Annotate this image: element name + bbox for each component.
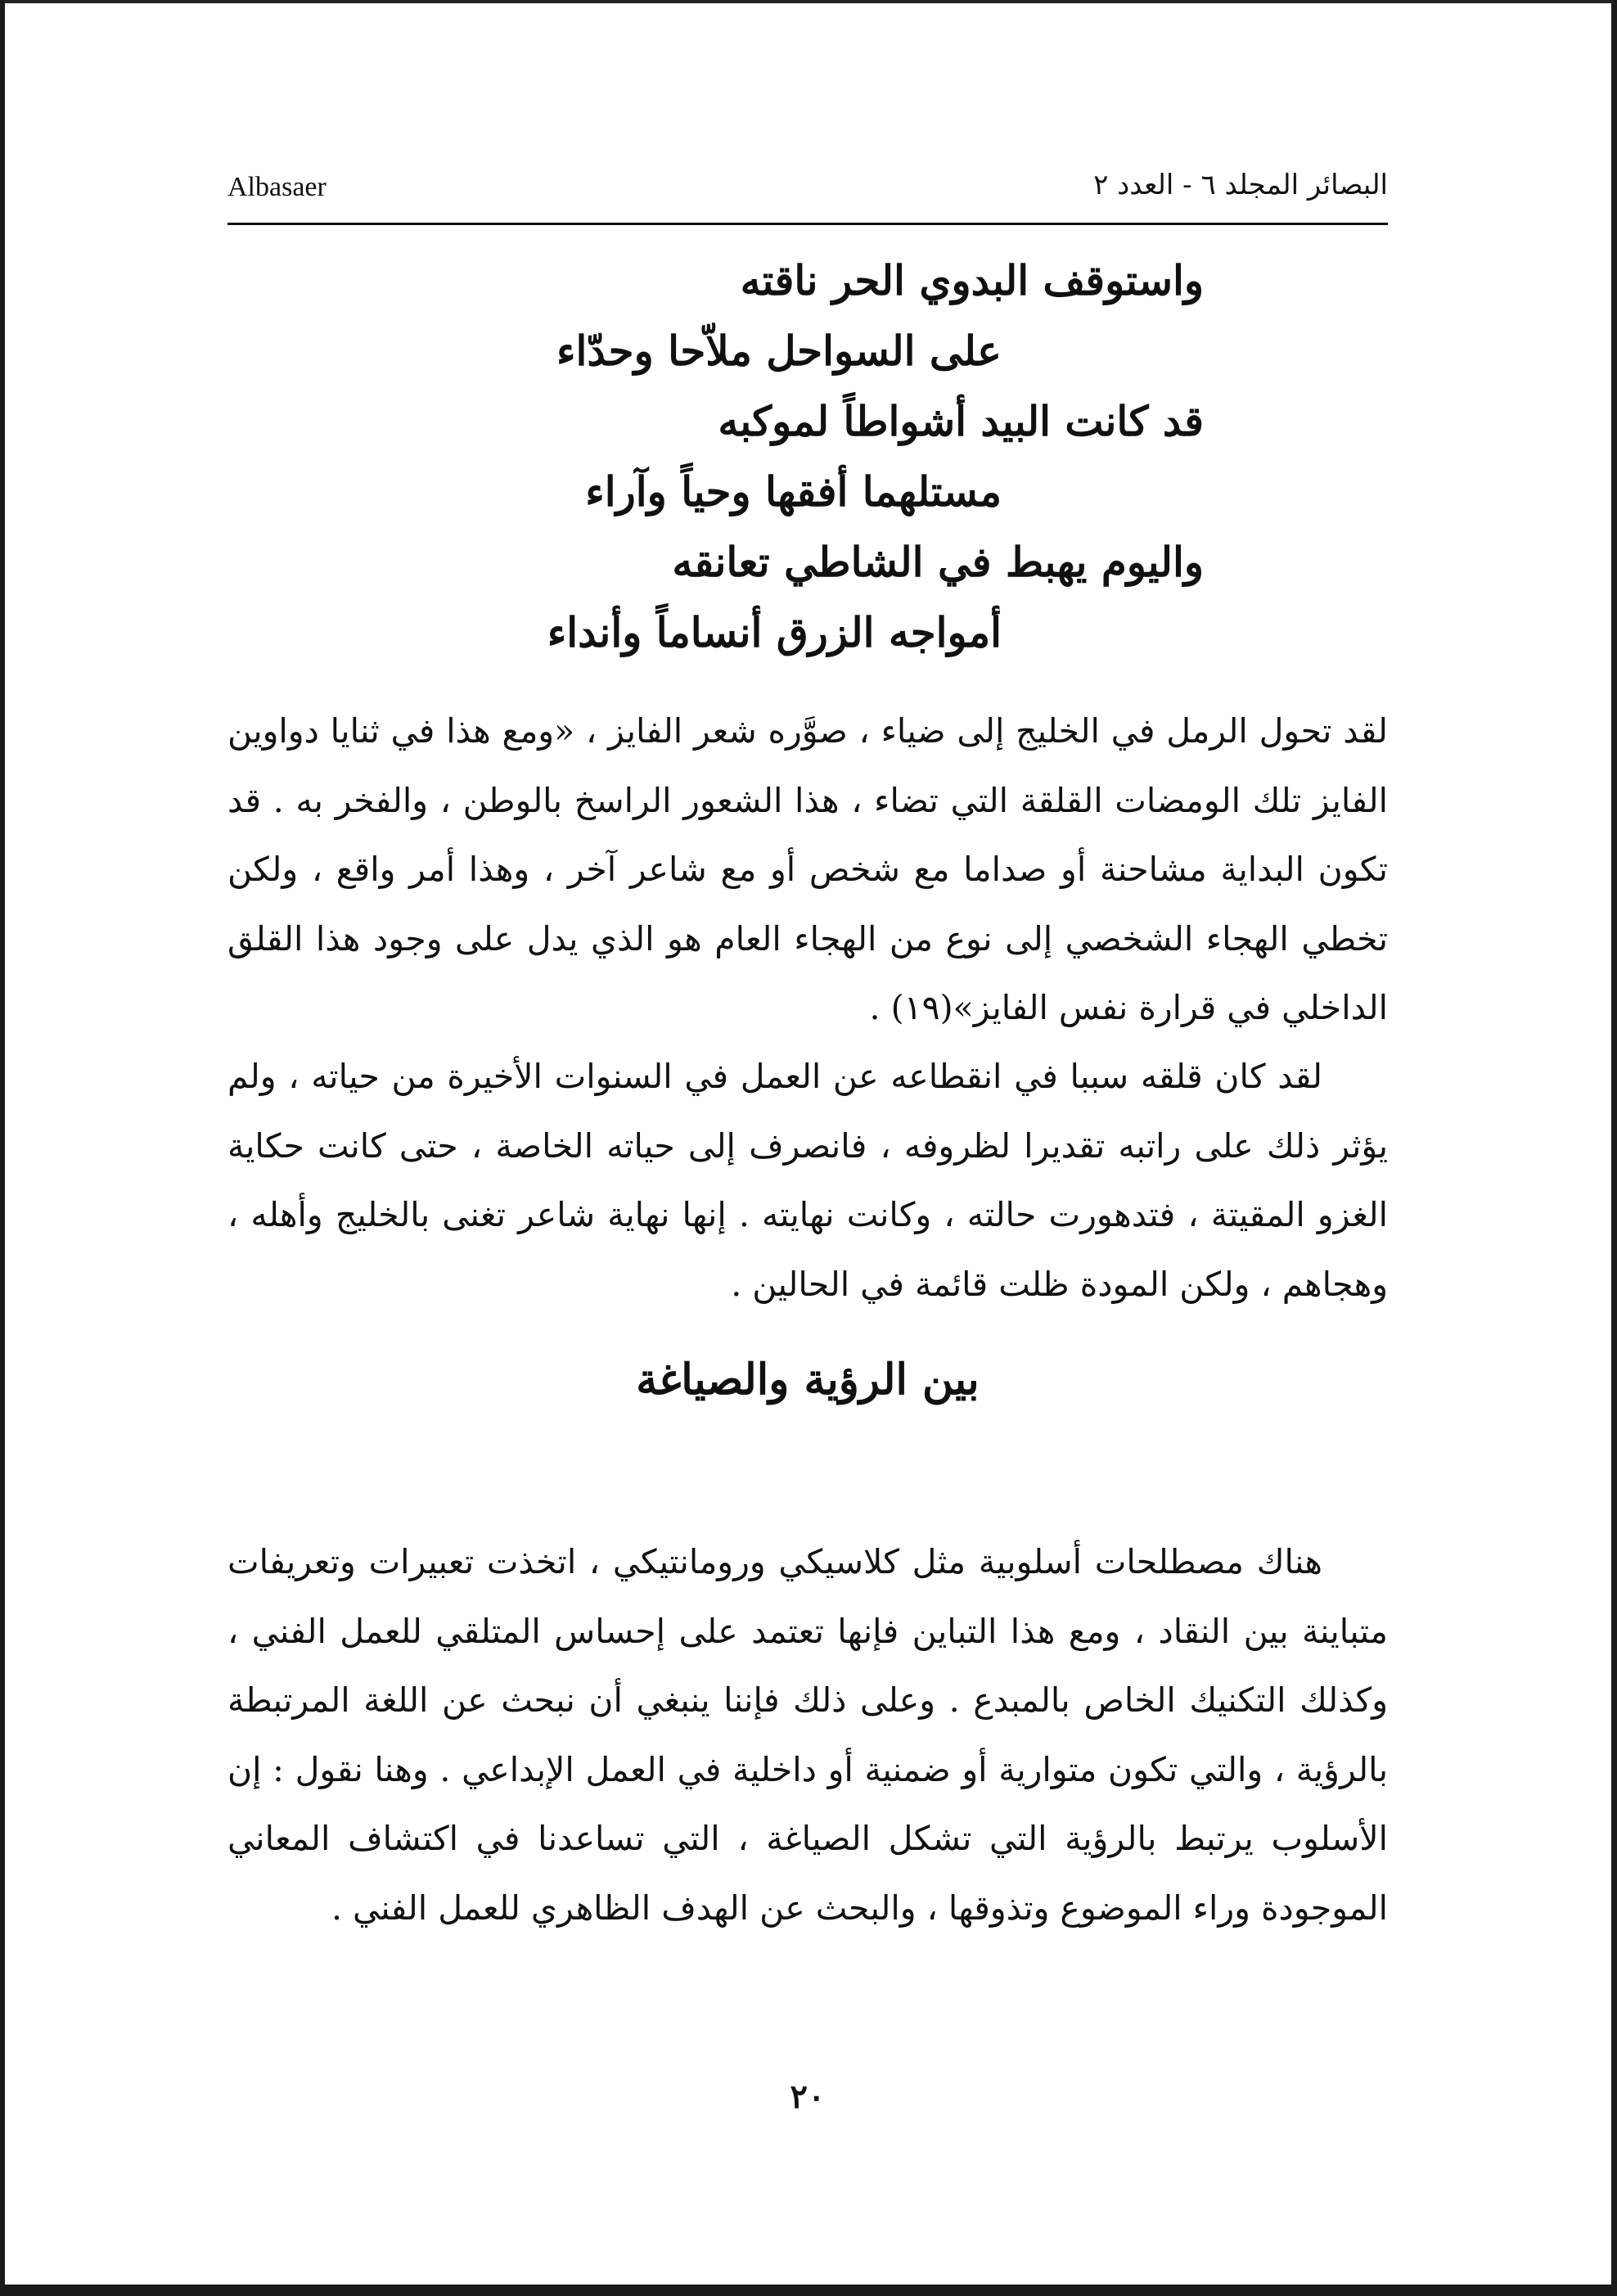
- journal-issue-arabic: البصائر المجلد ٦ - العدد ٢: [1093, 169, 1388, 201]
- scan-border-top: [0, 0, 1617, 3]
- poem-verse: على السواحل ملاّحا وحدّاء: [556, 327, 1002, 375]
- poem-verse: قد كانت البيد أشواطاً لموكبه: [718, 397, 1204, 445]
- header-rule: [227, 223, 1388, 225]
- poem-verse: واستوقف البدوي الحر ناقته: [740, 256, 1204, 304]
- poem-verse: أمواجه الزرق أنساماً وأنداء: [547, 608, 1002, 656]
- poem-verse: مستلهما أفقها وحياً وآراء: [585, 467, 1002, 516]
- journal-name-latin: Albasaer: [227, 172, 327, 202]
- scan-border-left: [0, 0, 5, 2296]
- poem-verse: واليوم يهبط في الشاطي تعانقه: [672, 538, 1204, 586]
- section-heading: بين الرؤية والصياغة: [636, 1355, 980, 1405]
- scan-border-right: [1611, 0, 1617, 2296]
- page-number: ٢٠: [790, 2077, 826, 2116]
- paragraph: لقد تحول الرمل في الخليج إلى ضياء ، صوَّره شعر الفايز ، «ومع هذا في ثنايا دواوين الفايز تلك الومضات القلقة التي تضاء ، هذا الشعور الراسخ بالوطن ، والفخر به . قد تكون البداية مشاحنة أو صداما مع شخص أو مع شاعر آخر ، وهذا أمر واقع ، ولكن تخطي الهجاء الشخصي إلى نوع من الهجاء العام هو الذي يدل على وجود هذا القلق الداخلي في قرارة نفس الفايز»(١٩) .: [227, 711, 1388, 1027]
- paragraph: هناك مصطلحات أسلوبية مثل كلاسيكي ورومانتيكي ، اتخذت تعبيرات وتعريفات متباينة بين النقاد ، ومع هذا التباين فإنها تعتمد على إحساس المتلقي للعمل الفني ، وكذلك التكنيك الخاص بالمبدع . وعلى ذلك فإننا ينبغي أن نبحث عن اللغة المرتبطة بالرؤية ، والتي تكون متوارية أو ضمنية أو داخلية في العمل الإبداعي . وهنا نقول : إن الأسلوب يرتبط بالرؤية التي تشكل الصياغة ، التي تساعدنا في اكتشاف المعاني الموجودة وراء الموضوع وتذوقها ، والبحث عن الهدف الظاهري للعمل الفني .: [227, 1542, 1388, 1928]
- scan-border-bottom: [0, 2285, 1617, 2296]
- running-header: [227, 164, 1388, 213]
- paragraph: لقد كان قلقه سببا في انقطاعه عن العمل في السنوات الأخيرة من حياته ، ولم يؤثر ذلك على راتبه تقديرا لظروفه ، فانصرف إلى حياته الخاصة ، حتى كانت حكاية الغزو المقيتة ، فتدهورت حالته ، وكانت نهايته . إنها نهاية شاعر تغنى بالخليج وأهله ، وهجاهم ، ولكن المودة ظلت قائمة في الحالين .: [227, 1057, 1388, 1304]
